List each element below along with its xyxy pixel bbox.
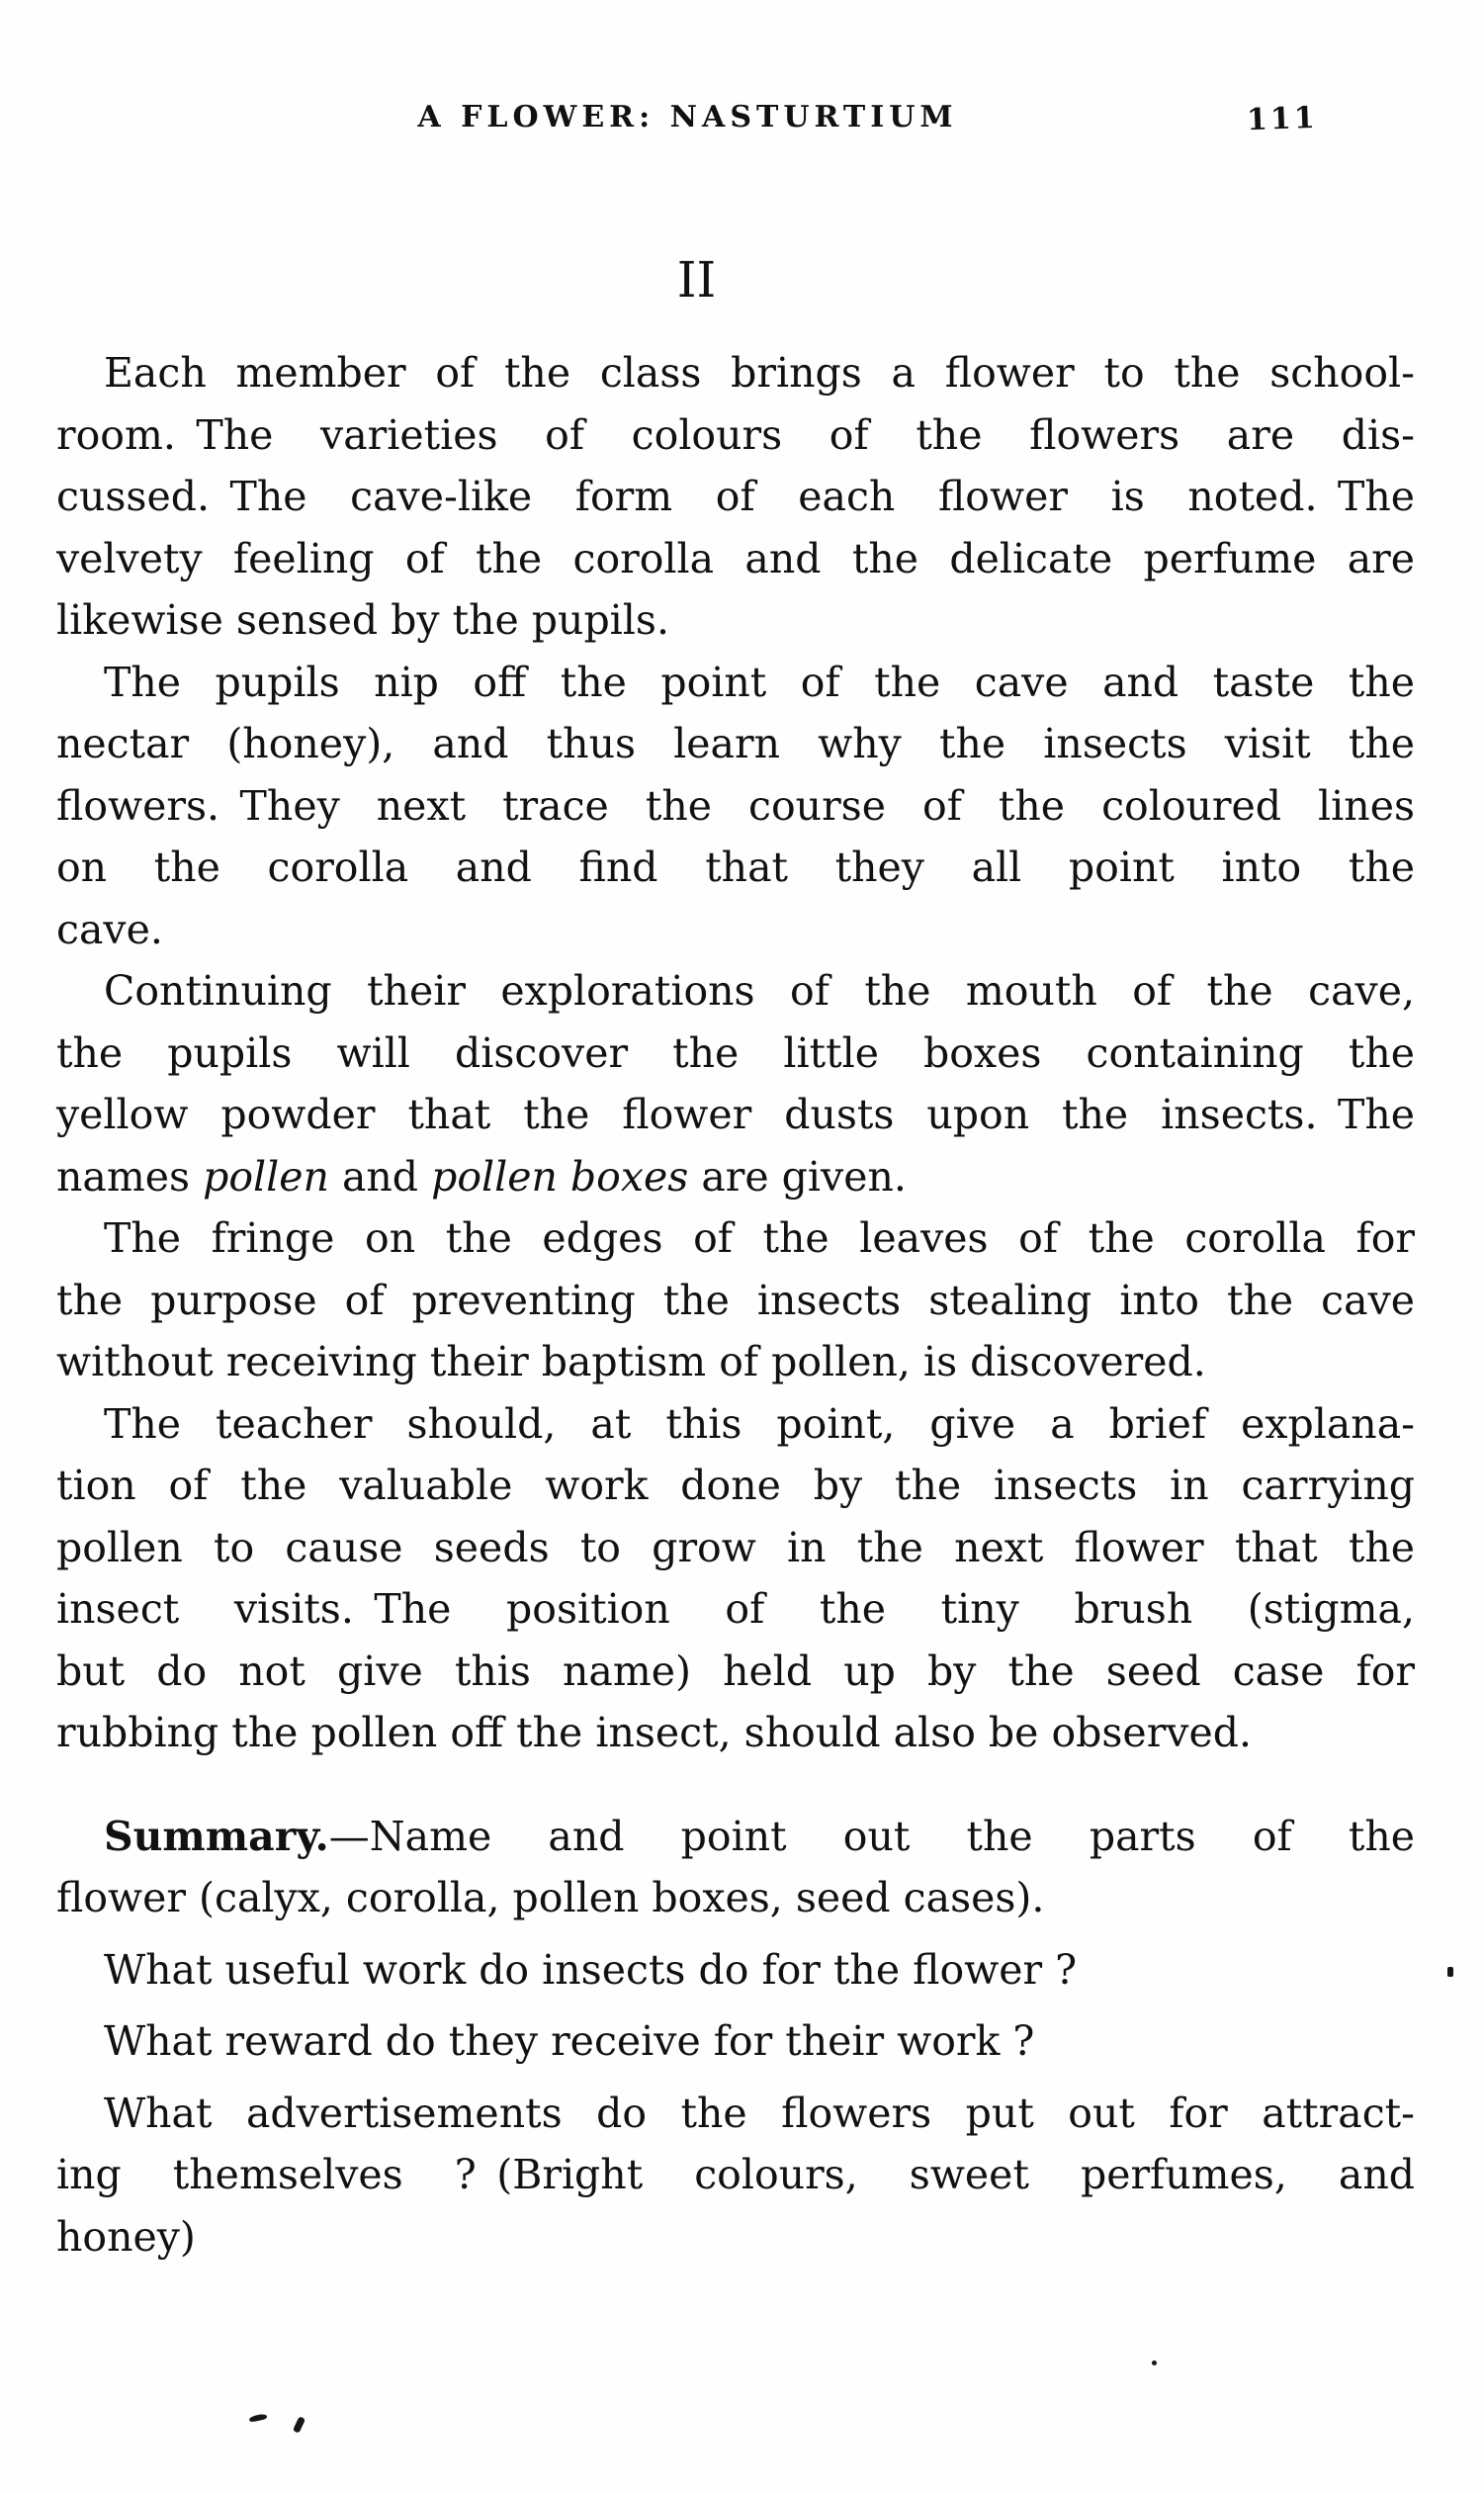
text-segment: cussed. The cave-like form of each flower is noted. The bbox=[56, 473, 1415, 520]
running-title: A FLOWER: NASTURTIUM bbox=[417, 100, 958, 134]
ink-speck bbox=[1447, 1967, 1453, 1977]
text-segment: room. The varieties of colours of the flowers are dis- bbox=[56, 410, 1415, 459]
text-segment: flowers. They next trace the course of the coloured lines bbox=[56, 781, 1415, 830]
text-segment: What advertisements do the flowers put out for attract- bbox=[104, 2089, 1415, 2137]
text-line bbox=[56, 528, 1415, 590]
text-segment: and bbox=[328, 1152, 432, 1201]
text-segment: The pupils nip off the point of the cave and taste the bbox=[104, 658, 1415, 706]
text-segment: without receiving their baptism of pollen, is discovered. bbox=[56, 1338, 1206, 1385]
text-segment: The teacher should, at this point, give a brief explana- bbox=[104, 1399, 1415, 1448]
text-segment: on the corolla and find that they all point into the bbox=[56, 844, 1415, 891]
text-line bbox=[56, 1084, 1415, 1146]
paragraph-5 bbox=[56, 1393, 1415, 1764]
text-segment: honey) bbox=[56, 2212, 196, 2261]
text-segment: cave. bbox=[56, 905, 163, 953]
page-number: 111 bbox=[1246, 100, 1319, 138]
text-segment: rubbing the pollen off the insect, should also be observed. bbox=[56, 1709, 1252, 1756]
text-segment: the purpose of preventing the insects stealing into the cave bbox=[56, 1276, 1415, 1324]
text-line bbox=[56, 1455, 1415, 1517]
text-segment: flower (calyx, corolla, pollen boxes, seed cases). bbox=[56, 1874, 1045, 1921]
paragraph-3 bbox=[56, 960, 1415, 1207]
text-segment: Each member of the class brings a flower to the school- bbox=[104, 349, 1415, 397]
text-line bbox=[56, 713, 1415, 775]
ink-speck bbox=[293, 2416, 306, 2433]
text-line bbox=[56, 1702, 1415, 1764]
text-line bbox=[56, 1939, 1415, 2002]
page-header bbox=[0, 100, 1484, 139]
text-line bbox=[56, 1270, 1415, 1332]
text-segment: velvety feeling of the corolla and the delicate perfume are bbox=[56, 534, 1415, 582]
text-line bbox=[56, 899, 1415, 961]
text-segment: the pupils will discover the little boxes containing the bbox=[56, 1028, 1415, 1077]
text-line bbox=[56, 589, 1415, 652]
text-line bbox=[56, 404, 1415, 467]
ink-speck bbox=[1152, 2360, 1157, 2365]
text-line bbox=[56, 2083, 1415, 2145]
text-line bbox=[56, 1806, 1415, 1868]
text-segment: Continuing their explorations of the mouth of the cave, bbox=[104, 967, 1415, 1015]
text-segment: What reward do they receive for their work ? bbox=[104, 2017, 1035, 2065]
text-segment: What useful work do insects do for the flower ? bbox=[104, 1945, 1078, 1994]
text-line bbox=[56, 2010, 1415, 2073]
text-line bbox=[56, 1641, 1415, 1703]
text-line bbox=[56, 1331, 1415, 1393]
text-line bbox=[56, 342, 1415, 404]
italic-text: pollen boxes bbox=[431, 1152, 689, 1201]
text-line bbox=[56, 775, 1415, 838]
text-line bbox=[56, 1517, 1415, 1579]
text-segment: likewise sensed by the pupils. bbox=[56, 596, 669, 644]
text-segment: names bbox=[56, 1152, 204, 1201]
text-line bbox=[56, 1207, 1415, 1270]
text-segment: tion of the valuable work done by the insects in carrying bbox=[56, 1462, 1415, 1509]
text-block bbox=[56, 342, 1415, 2268]
ink-speck bbox=[249, 2413, 268, 2423]
text-line bbox=[56, 652, 1415, 714]
text-segment: —Name and point out the parts of the bbox=[328, 1812, 1415, 1860]
text-line bbox=[56, 2144, 1415, 2206]
text-segment: ing themselves ? (Bright colours, sweet perfumes, and bbox=[56, 2151, 1415, 2198]
question-paragraph-2 bbox=[56, 2010, 1415, 2073]
text-segment: but do not give this name) held up by the seed case for bbox=[56, 1647, 1415, 1695]
paragraph-4 bbox=[56, 1207, 1415, 1393]
text-line bbox=[56, 1393, 1415, 1456]
text-segment: are given. bbox=[688, 1152, 907, 1201]
section-heading: II bbox=[676, 251, 717, 309]
text-line bbox=[56, 1867, 1415, 1929]
text-line bbox=[56, 837, 1415, 899]
paragraph-1 bbox=[56, 342, 1415, 652]
text-segment: The fringe on the edges of the leaves of the corolla for bbox=[104, 1214, 1415, 1262]
text-segment: pollen to cause seeds to grow in the next flower that the bbox=[56, 1523, 1415, 1571]
text-line bbox=[56, 466, 1415, 528]
text-line bbox=[56, 1146, 1415, 1208]
text-line bbox=[56, 2206, 1415, 2269]
text-segment: insect visits. The position of the tiny brush (stigma, bbox=[56, 1585, 1415, 1633]
text-line bbox=[56, 1023, 1415, 1085]
text-segment: yellow powder that the flower dusts upon the insects. The bbox=[56, 1091, 1415, 1138]
paragraph-2 bbox=[56, 652, 1415, 961]
question-paragraph-3 bbox=[56, 2083, 1415, 2269]
text-segment: nectar (honey), and thus learn why the insects visit the bbox=[56, 720, 1415, 767]
bold-text: Summary. bbox=[104, 1812, 329, 1860]
summary-paragraph bbox=[56, 1806, 1415, 1929]
italic-text: pollen bbox=[203, 1152, 329, 1201]
text-line bbox=[56, 1578, 1415, 1641]
text-line bbox=[56, 960, 1415, 1023]
question-paragraph-1 bbox=[56, 1939, 1415, 2002]
